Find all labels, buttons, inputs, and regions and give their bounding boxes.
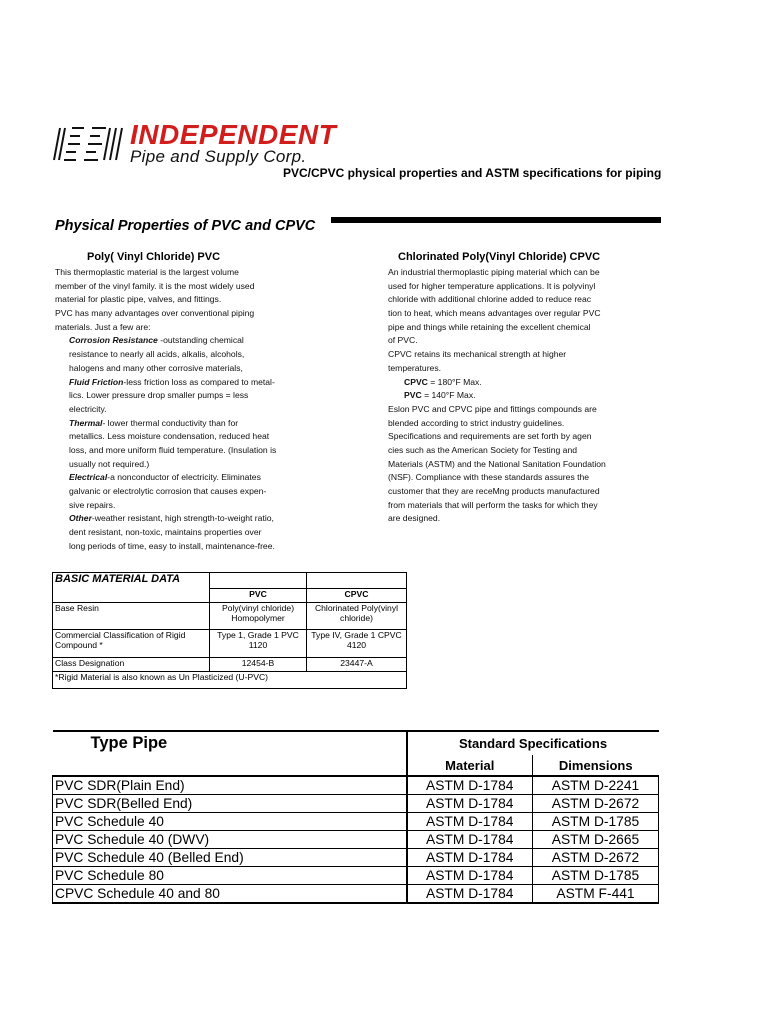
advantage-line: electricity. — [69, 403, 107, 414]
type-cell: PVC SDR(Plain End) — [53, 776, 407, 795]
temp-label: CPVC — [404, 376, 428, 387]
type-cell: PVC SDR(Belled End) — [53, 795, 407, 813]
material-cell: ASTM D-1784 — [407, 831, 533, 849]
advantage-term: Corrosion Resistance — [69, 335, 158, 346]
advantage-line: long periods of time, easy to install, maintenance-free. — [69, 540, 275, 551]
cpvc-line: blended according to strict industry guidelines. — [388, 417, 565, 428]
company-logo-mark — [52, 111, 126, 164]
material-cell: ASTM D-1784 — [407, 795, 533, 813]
advantage-term: Other — [69, 513, 92, 524]
advantage-line: galvanic or electrolytic corrosion that causes expen- — [69, 486, 267, 496]
table-row — [53, 867, 659, 885]
cell-cpvc: Type IV, Grade 1 CPVC 4120 — [307, 630, 407, 658]
cell-pvc: Poly(vinyl chloride) Homopolymer — [210, 603, 307, 630]
cell-pvc: Type 1, Grade 1 PVC 1120 — [210, 630, 307, 658]
cpvc-line: used for higher temperature applications. It is polyvinyl — [388, 280, 596, 291]
table-row — [53, 630, 407, 658]
temp-label: PVC — [404, 390, 422, 401]
temp-value: = 140°F Max. — [424, 390, 476, 401]
cell-cpvc: 23447-A — [307, 658, 407, 672]
cpvc-line: Eslon PVC and CPVC pipe and fittings compounds are — [388, 403, 597, 414]
dimensions-cell: ASTM D-2241 — [533, 776, 659, 795]
type-cell: PVC Schedule 40 (DWV) — [53, 831, 407, 849]
row-label: Base Resin — [53, 603, 210, 630]
advantage-text: - lower thermal conductivity than for — [102, 417, 239, 428]
company-name: INDEPENDENT — [130, 119, 337, 150]
material-cell: ASTM D-1784 — [407, 776, 533, 795]
table-row — [53, 658, 407, 672]
advantage-line: lics. Lower pressure drop smaller pumps = less — [69, 390, 249, 401]
type-cell: PVC Schedule 40 — [53, 813, 407, 831]
dimensions-cell: ASTM D-1785 — [533, 813, 659, 831]
section-heading: Physical Properties of PVC and CPVC — [55, 218, 316, 234]
advantage-text: -a nonconductor of electricity. Eliminates — [107, 472, 261, 483]
advantage-corrosion — [55, 334, 276, 348]
cpvc-line: of PVC. — [388, 335, 418, 346]
advantage-text: -less friction loss as compared to metal- — [123, 376, 275, 387]
table-row — [53, 849, 659, 867]
advantage-line: loss, and more uniform fluid temperature. (Insulation is — [69, 444, 277, 455]
cpvc-line: chloride with additional chlorine added to reduce reac — [388, 294, 592, 305]
advantage-line: resistance to nearly all acids, alkalis, alcohols, — [69, 349, 245, 360]
cpvc-line: CPVC retains its mechanical strength at higher — [388, 349, 567, 360]
advantage-line: dent resistant, non-toxic, maintains properties over — [69, 527, 262, 538]
type-cell: CPVC Schedule 40 and 80 — [53, 885, 407, 904]
pvc-intro-line: materials. Just a few are: — [55, 321, 151, 332]
type-pipe-header: Type Pipe — [53, 731, 407, 776]
cpvc-line: Specifications and requirements are set forth by agen — [388, 431, 592, 442]
material-header: Material — [407, 755, 533, 776]
advantage-term: Thermal — [69, 417, 103, 428]
cpvc-line: pipe and things while retaining the excellent chemical — [388, 321, 591, 332]
advantage-text: -outstanding chemical — [157, 335, 244, 346]
temp-limit-pvc — [388, 389, 606, 403]
table-row — [53, 795, 659, 813]
dimensions-cell: ASTM D-2672 — [533, 795, 659, 813]
table-cell — [210, 573, 307, 589]
pvc-column-body — [55, 266, 276, 553]
dimensions-cell: ASTM D-2672 — [533, 849, 659, 867]
advantage-text: -weather resistant, high strength-to-weight ratio, — [91, 513, 274, 524]
pvc-intro-line: PVC has many advantages over conventional piping — [55, 308, 255, 319]
column-header-cpvc: CPVC — [307, 589, 407, 603]
cpvc-line: customer that they are receMng products manufactured — [388, 486, 600, 496]
column-header-pvc: PVC — [210, 589, 307, 603]
cpvc-line: cies such as the American Society for Testing and — [388, 444, 578, 455]
cell-pvc: 12454-B — [210, 658, 307, 672]
heading-rule — [331, 217, 661, 223]
basic-material-footnote: *Rigid Material is also known as Un Plasticized (U-PVC) — [53, 672, 407, 689]
cpvc-column-title: Chlorinated Poly(Vinyl Chloride) CPVC — [398, 251, 601, 263]
cpvc-line: An industrial thermoplastic piping material which can be — [388, 267, 600, 277]
advantage-thermal — [55, 417, 276, 431]
dimensions-cell: ASTM F-441 — [533, 885, 659, 904]
logo-mark-text: I&S — [52, 111, 78, 128]
advantage-other — [55, 512, 276, 526]
logo-mark-graphic — [52, 111, 126, 164]
table-row — [53, 813, 659, 831]
row-label: Commercial Classification of Rigid Compound * — [53, 630, 210, 658]
table-row — [53, 885, 659, 904]
pvc-column-title: Poly( Vinyl Chloride) PVC — [87, 251, 221, 263]
advantage-line: metallics. Less moisture condensation, reduced heat — [69, 431, 270, 442]
advantage-line: halogens and many other corrosive materials, — [69, 362, 243, 373]
pvc-intro-line: material for plastic pipe, valves, and fittings. — [55, 294, 222, 305]
cpvc-column-body — [388, 266, 606, 526]
standard-specifications-header: Standard Specifications — [407, 731, 659, 755]
table-cell — [307, 573, 407, 589]
dimensions-cell: ASTM D-2665 — [533, 831, 659, 849]
cpvc-line: are designed. — [388, 513, 441, 524]
document-title: PVC/CPVC physical properties and ASTM specifications for piping — [283, 166, 662, 180]
dimensions-cell: ASTM D-1785 — [533, 867, 659, 885]
pvc-intro-line: This thermoplastic material is the largest volume — [55, 267, 239, 277]
advantage-term: Electrical — [69, 472, 108, 483]
cpvc-line: Materials (ASTM) and the National Sanitation Foundation — [388, 458, 606, 469]
type-cell: PVC Schedule 40 (Belled End) — [53, 849, 407, 867]
type-pipe-table — [52, 730, 659, 904]
basic-material-title: BASIC MATERIAL DATA — [53, 573, 210, 589]
temp-limit-cpvc — [388, 376, 606, 390]
material-cell: ASTM D-1784 — [407, 885, 533, 904]
basic-material-table — [52, 572, 407, 689]
table-row — [53, 831, 659, 849]
row-label: Class Designation — [53, 658, 210, 672]
cpvc-line: tion to heat, which means advantages over regular PVC — [388, 308, 601, 319]
advantage-electrical — [55, 471, 276, 485]
material-cell: ASTM D-1784 — [407, 813, 533, 831]
advantage-fluid-friction — [55, 376, 276, 390]
material-cell: ASTM D-1784 — [407, 849, 533, 867]
dimensions-header: Dimensions — [533, 755, 659, 776]
temp-value: = 180°F Max. — [430, 376, 482, 387]
table-cell — [53, 589, 210, 603]
cpvc-line: (NSF). Compliance with these standards assures the — [388, 472, 590, 483]
cell-cpvc: Chlorinated Poly(vinyl chloride) — [307, 603, 407, 630]
company-subtitle: Pipe and Supply Corp. — [130, 147, 307, 166]
cpvc-line: temperatures. — [388, 362, 442, 373]
pvc-intro-line: member of the vinyl family. it is the most widely used — [55, 280, 255, 291]
cpvc-line: from materials that will perform the tasks for which they — [388, 499, 598, 510]
advantage-line: sive repairs. — [69, 499, 116, 510]
table-row — [53, 776, 659, 795]
table-row — [53, 603, 407, 630]
advantage-term: Fluid Friction — [69, 376, 124, 387]
advantage-line: usually not required.) — [69, 458, 150, 469]
material-cell: ASTM D-1784 — [407, 867, 533, 885]
type-cell: PVC Schedule 80 — [53, 867, 407, 885]
